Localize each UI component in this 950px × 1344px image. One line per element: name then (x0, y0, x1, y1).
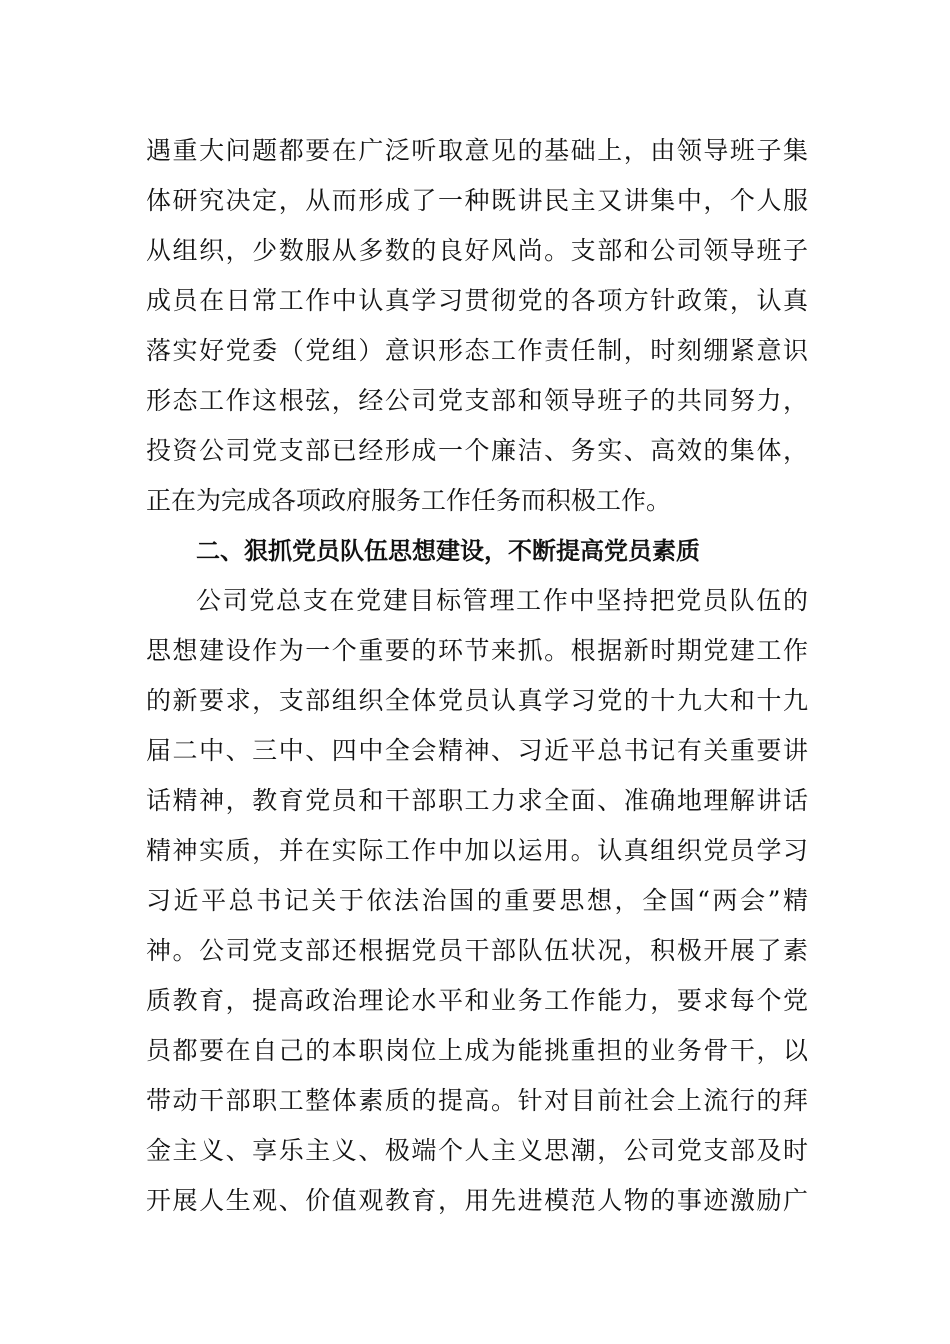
paragraph-2-line-7: 习近平总书记关于依法治国的重要思想，全国“两会”精 (146, 886, 808, 915)
paragraph-2-line-3: 的新要求，支部组织全体党员认真学习党的十九大和十九 (146, 686, 808, 715)
paragraph-2-line-4: 届二中、三中、四中全会精神、习近平总书记有关重要讲 (146, 736, 808, 765)
paragraph-2-line-5: 话精神，教育党员和干部职工力求全面、准确地理解讲话 (146, 786, 808, 815)
paragraph-1-line-3: 从组织，少数服从多数的良好风尚。支部和公司领导班子 (146, 236, 808, 265)
paragraph-2-line-12: 金主义、享乐主义、极端个人主义思潮，公司党支部及时 (146, 1136, 808, 1165)
paragraph-2-line-1: 公司党总支在党建目标管理工作中坚持把党员队伍的 (196, 586, 808, 615)
section-heading: 二、狠抓党员队伍思想建设，不断提高党员素质 (196, 537, 700, 565)
paragraph-2-line-10: 员都要在自己的本职岗位上成为能挑重担的业务骨干，以 (146, 1036, 808, 1065)
paragraph-1-line-7: 投资公司党支部已经形成一个廉洁、务实、高效的集体， (146, 436, 808, 465)
paragraph-2-line-9: 质教育，提高政治理论水平和业务工作能力，要求每个党 (146, 986, 808, 1015)
paragraph-1-line-4: 成员在日常工作中认真学习贯彻党的各项方针政策，认真 (146, 286, 808, 315)
paragraph-2-line-11: 带动干部职工整体素质的提高。针对目前社会上流行的拜 (146, 1086, 808, 1115)
paragraph-1-line-6: 形态工作这根弦，经公司党支部和领导班子的共同努力， (146, 386, 808, 415)
paragraph-1-line-8: 正在为完成各项政府服务工作任务而积极工作。 (146, 486, 672, 515)
paragraph-2-line-2: 思想建设作为一个重要的环节来抓。根据新时期党建工作 (146, 636, 808, 665)
paragraph-1-line-1: 遇重大问题都要在广泛听取意见的基础上，由领导班子集 (146, 136, 808, 165)
paragraph-2-line-6: 精神实质，并在实际工作中加以运用。认真组织党员学习 (146, 836, 808, 865)
paragraph-1-line-2: 体研究决定，从而形成了一种既讲民主又讲集中，个人服 (146, 186, 808, 215)
paragraph-1-line-5: 落实好党委（党组）意识形态工作责任制，时刻绷紧意识 (146, 336, 808, 365)
paragraph-2-line-13: 开展人生观、价值观教育，用先进模范人物的事迹激励广 (146, 1186, 808, 1215)
paragraph-2-line-8: 神。公司党支部还根据党员干部队伍状况，积极开展了素 (146, 936, 808, 965)
